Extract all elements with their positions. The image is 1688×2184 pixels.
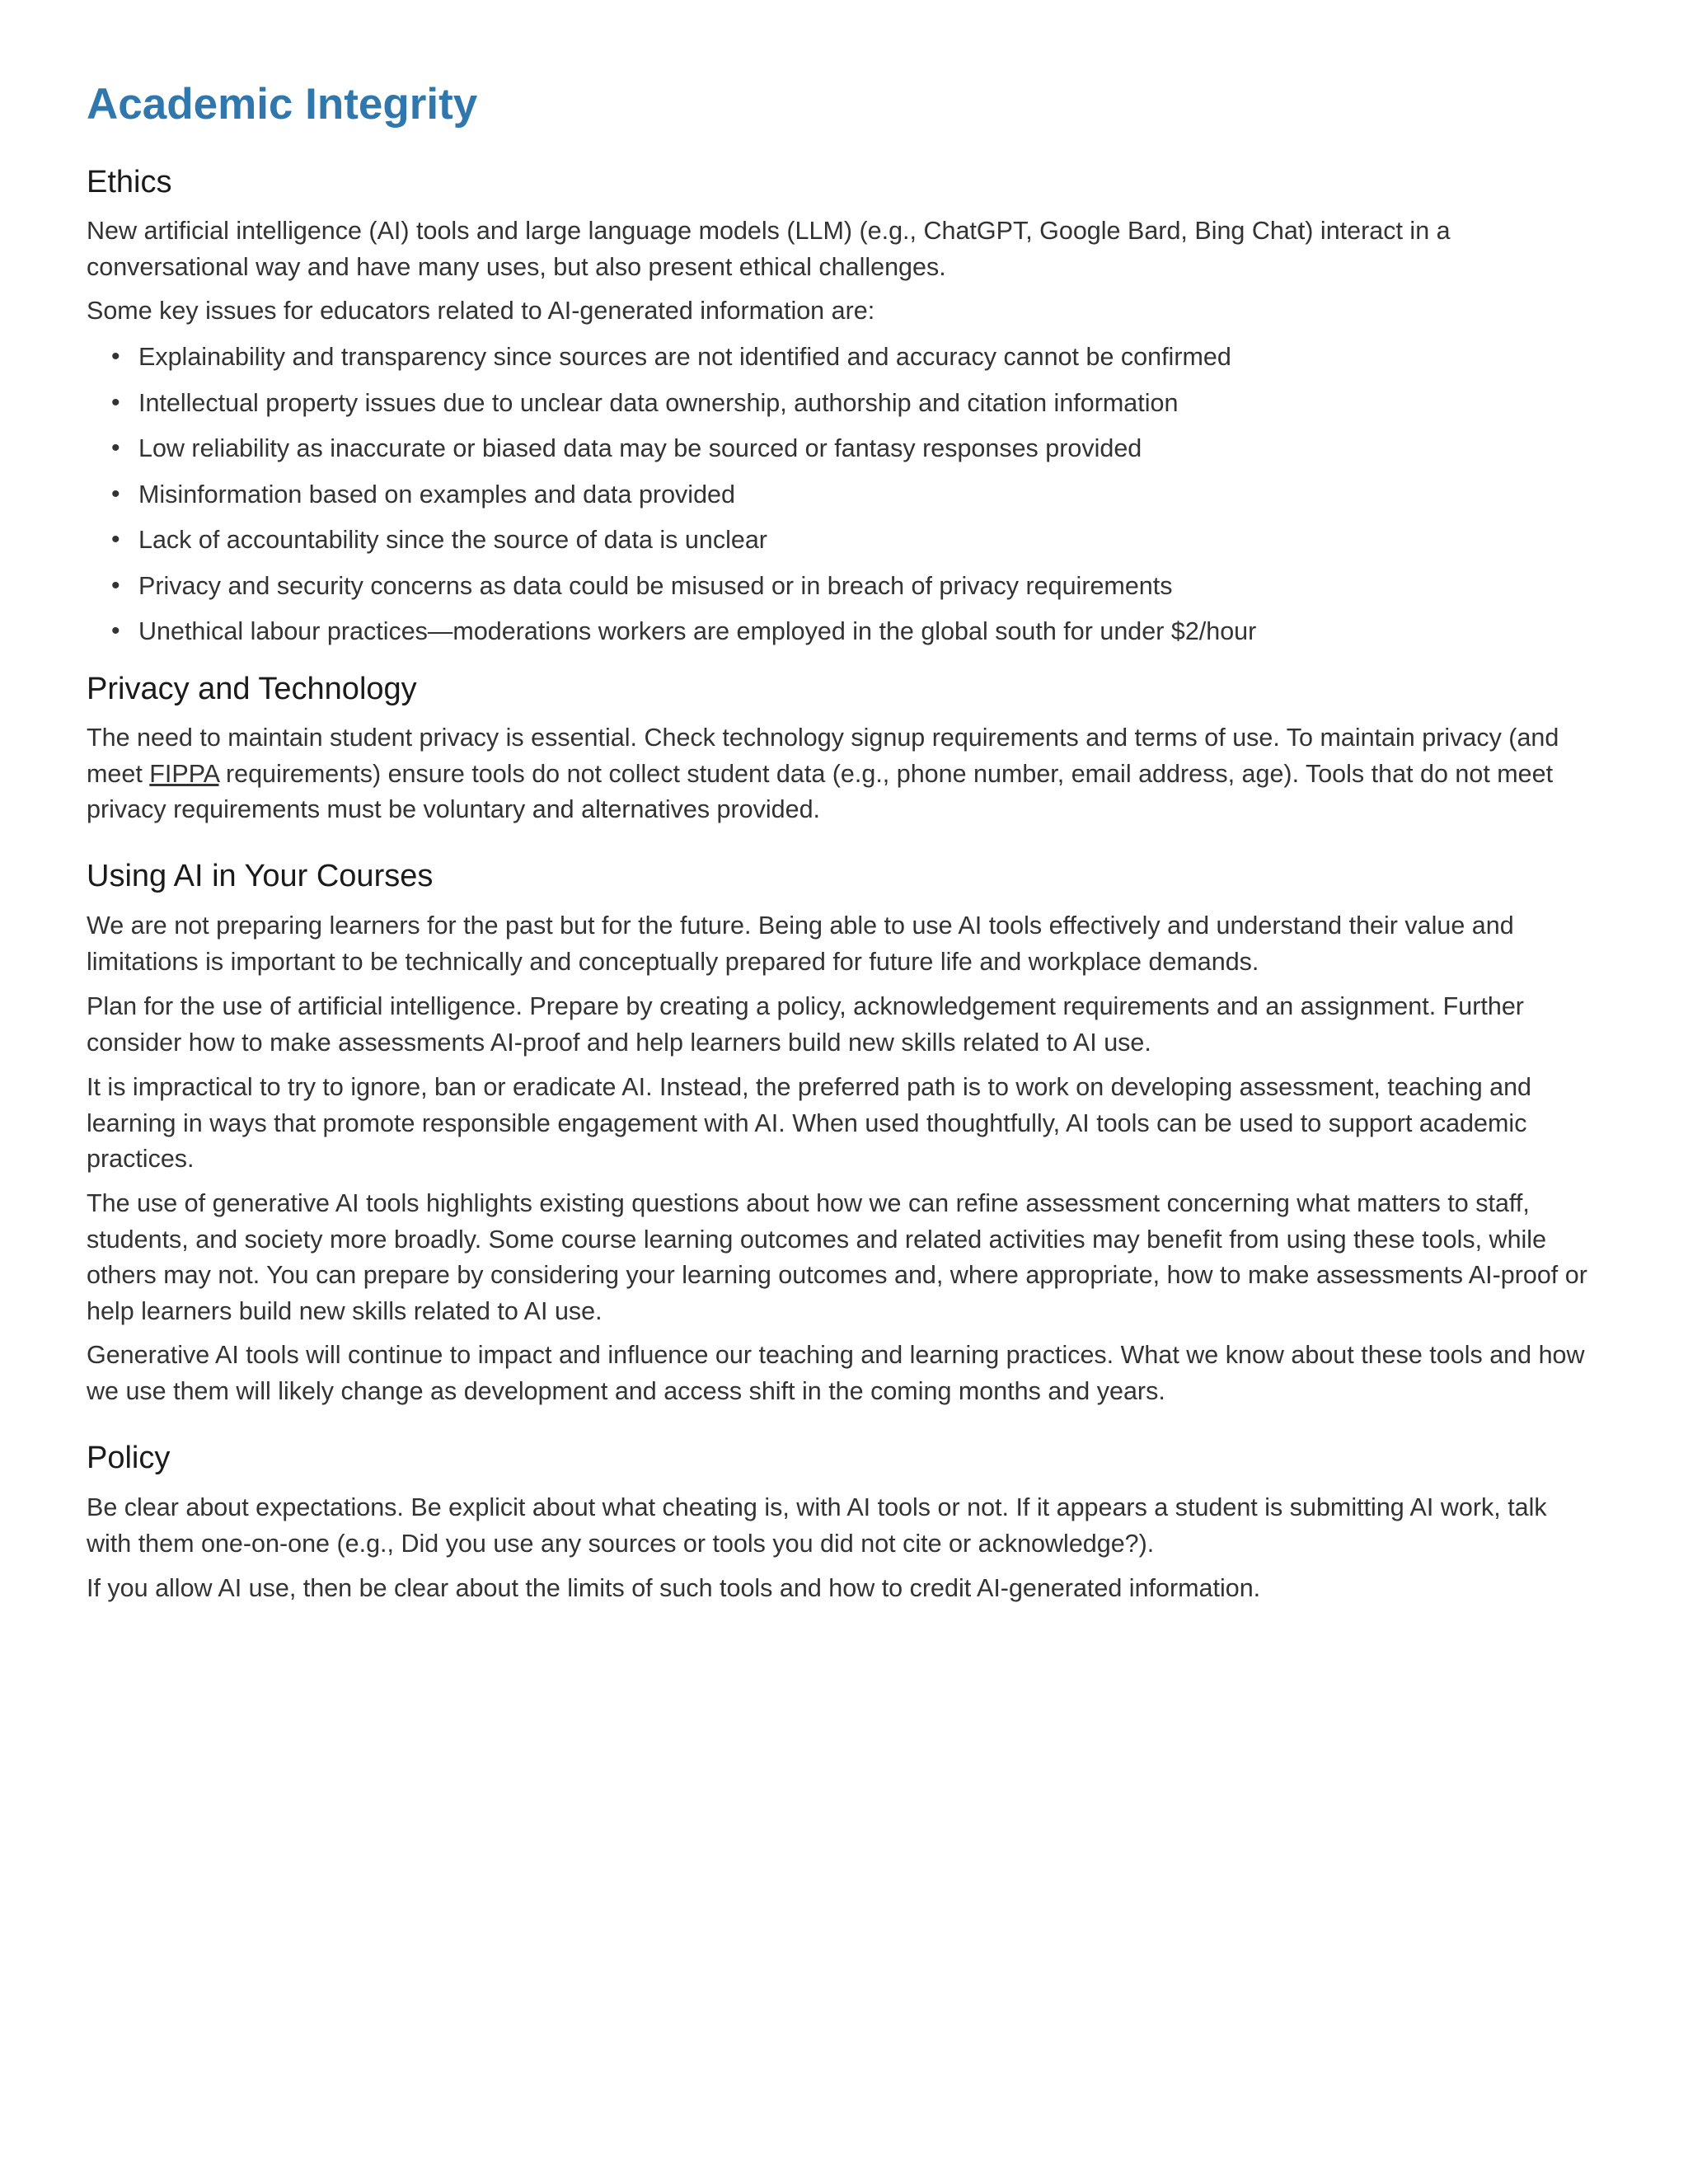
privacy-text-before-link: The need to maintain student privacy is essential. Check technology signup requirements and terms of use. To maintain privacy (and meet [87,724,1559,788]
using-ai-paragraph-4: The use of generative AI tools highlights existing questions about how we can refine assessment concerning what matters to staff, students, and society more broadly. Some course learning outcomes and related activities may benefit from using these tools, while others may not. You can prepare by considering your learning outcomes and, where appropriate, how to make assessments AI-proof or help learners build new skills related to AI use. [87,1189,1587,1325]
list-item [87,336,1595,382]
list-item [87,519,1595,565]
list-item [87,382,1595,429]
list-item-text: Privacy and security concerns as data could be misused or in breach of privacy requirements [138,571,1173,600]
using-ai-paragraph-2: Plan for the use of artificial intelligence. Prepare by creating a policy, acknowledgement requirements and an assignment. Further consider how to make assessments AI-proof and help learners build new skills related to AI use. [87,992,1524,1057]
list-item-text: Explainability and transparency since sources are not identified and accuracy cannot be confirmed [138,343,1231,371]
using-ai-paragraph-1: We are not preparing learners for the past but for the future. Being able to use AI tools effectively and understand their value and limitations is important to be technically and conceptually prepared for future life and workplace demands. [87,912,1514,976]
page-title: Academic Integrity [87,80,478,129]
bullet-icon: • [111,343,120,370]
policy-paragraph-2: If you allow AI use, then be clear about the limits of such tools and how to credit AI-generated information. [87,1574,1261,1602]
using-ai-paragraph-3: It is impractical to try to ignore, ban or eradicate AI. Instead, the preferred path is to work on developing assessment, teaching and learning in ways that promote responsible engagement with AI. When used thoughtfully, AI tools can be used to support academic practices. [87,1073,1532,1173]
ethics-heading: Ethics [87,165,172,199]
ethics-issues-list [87,336,1595,657]
bullet-icon: • [111,434,120,462]
list-item-text: Intellectual property issues due to unclear data ownership, authorship and citation information [138,388,1179,417]
fippa-link[interactable]: FIPPA [149,759,219,788]
policy-heading: Policy [87,1441,171,1475]
bullet-icon: • [111,526,120,553]
list-item [87,474,1595,520]
bullet-icon: • [111,571,120,599]
bullet-icon: • [111,480,120,508]
list-item [87,428,1595,474]
list-item-text: Low reliability as inaccurate or biased data may be sourced or fantasy responses provided [138,434,1142,462]
bullet-icon: • [111,388,120,416]
bullet-icon: • [111,617,120,644]
privacy-text-after-link: requirements) ensure tools do not collect student data (e.g., phone number, email address, age). Tools that do not meet privacy requirements must be voluntary and alternatives provided. [87,759,1554,823]
privacy-paragraph [87,720,1595,828]
list-item [87,611,1595,657]
ethics-intro-paragraph: New artificial intelligence (AI) tools and large language models (LLM) (e.g., ChatGPT, Google Bard, Bing Chat) interact in a conversational way and have many uses, but also present ethical challenges. [87,217,1451,281]
policy-paragraph-1: Be clear about expectations. Be explicit about what cheating is, with AI tools or not. If it appears a student is submitting AI work, talk with them one-on-one (e.g., Did you use any sources or tools you did not cite or acknowledge?). [87,1493,1547,1558]
list-item [87,565,1595,612]
list-item-text: Misinformation based on examples and data provided [138,480,735,509]
list-item-text: Lack of accountability since the source of data is unclear [138,526,767,554]
privacy-heading: Privacy and Technology [87,672,417,706]
using-ai-heading: Using AI in Your Courses [87,859,434,893]
using-ai-paragraph-5: Generative AI tools will continue to impact and influence our teaching and learning practices. What we know about these tools and how we use them will likely change as development and access shift in the coming months and years. [87,1341,1585,1405]
ethics-lead-paragraph: Some key issues for educators related to AI-generated information are: [87,297,875,325]
list-item-text: Unethical labour practices—moderations workers are employed in the global south for under $2/hour [138,617,1257,645]
